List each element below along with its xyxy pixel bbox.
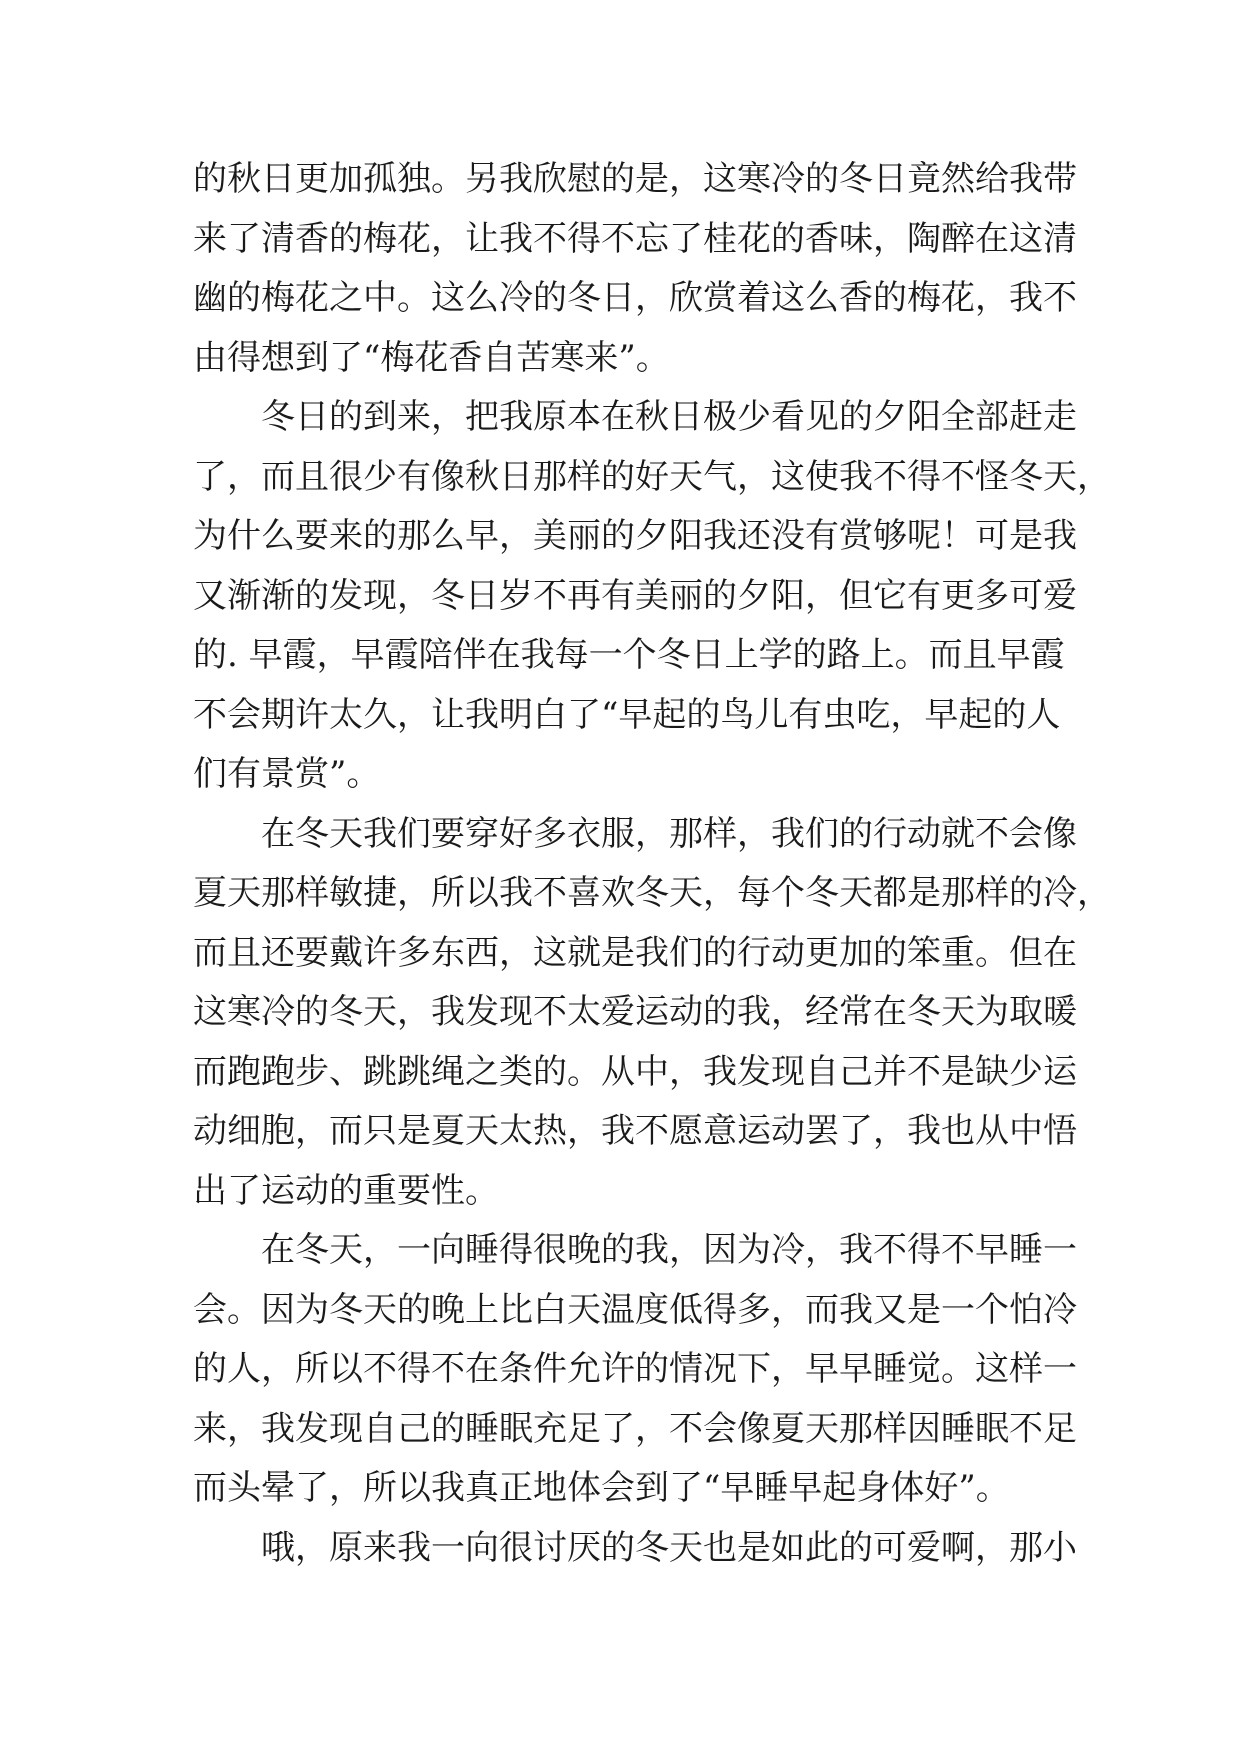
text-line: 这寒冷的冬天，我发现不太爱运动的我，经常在冬天为取暖 — [193, 992, 1077, 1032]
text-line: 出了运动的重要性。 — [193, 1170, 499, 1211]
essay-body — [193, 150, 1111, 1578]
text-line: 冬日的到来，把我原本在秋日极少看见的夕阳全部赶走 — [261, 397, 1077, 437]
text-line: 夏天那样敏捷，所以我不喜欢冬天，每个冬天都是那样的冷， — [193, 873, 1111, 913]
text-line: 由得想到了“梅花香自苦寒来”。 — [193, 337, 670, 378]
text-line: 动细胞，而只是夏天太热，我不愿意运动罢了，我也从中悟 — [193, 1111, 1077, 1151]
paragraph — [193, 1221, 1077, 1519]
text-line: 来，我发现自己的睡眠充足了，不会像夏天那样因睡眠不足 — [193, 1408, 1077, 1449]
text-line: 而跑跑步、跳跳绳之类的。从中，我发现自己并不是缺少运 — [193, 1051, 1077, 1092]
text-line: 的. 早霞，早霞陪伴在我每一个冬日上学的路上。而且早霞 — [193, 635, 1065, 675]
text-line: 的人，所以不得不在条件允许的情况下，早早睡觉。这样一 — [193, 1349, 1077, 1389]
paragraph — [193, 805, 1111, 1222]
text-line: 而头晕了，所以我真正地体会到了“早睡早起身体好”。 — [193, 1468, 1010, 1508]
paragraph — [193, 1519, 1077, 1579]
text-line: 了，而且很少有像秋日那样的好天气，这使我不得不怪冬天， — [193, 456, 1111, 497]
text-line: 又渐渐的发现，冬日岁不再有美丽的夕阳，但它有更多可爱 — [193, 575, 1077, 616]
text-line: 不会期许太久，让我明白了“早起的鸟儿有虫吃，早起的人 — [193, 694, 1061, 735]
text-line: 为什么要来的那么早，美丽的夕阳我还没有赏够呢！可是我 — [193, 516, 1077, 556]
paragraph — [193, 388, 1111, 805]
text-line: 而且还要戴许多东西，这就是我们的行动更加的笨重。但在 — [193, 932, 1077, 973]
text-line: 来了清香的梅花，让我不得不忘了桂花的香味，陶醉在这清 — [193, 218, 1077, 259]
text-line: 的秋日更加孤独。另我欣慰的是，这寒冷的冬日竟然给我带 — [193, 159, 1077, 199]
text-line: 们有景赏”。 — [193, 754, 381, 794]
text-line: 会。因为冬天的晚上比白天温度低得多，而我又是一个怕冷 — [193, 1289, 1077, 1330]
paragraph — [193, 150, 1077, 388]
text-line: 哦，原来我一向很讨厌的冬天也是如此的可爱啊，那小 — [261, 1527, 1077, 1568]
text-line: 在冬天我们要穿好多衣服，那样，我们的行动就不会像 — [261, 813, 1077, 854]
text-line: 在冬天，一向睡得很晚的我，因为冷，我不得不早睡一 — [261, 1230, 1077, 1270]
text-line: 幽的梅花之中。这么冷的冬日，欣赏着这么香的梅花，我不 — [193, 278, 1077, 318]
